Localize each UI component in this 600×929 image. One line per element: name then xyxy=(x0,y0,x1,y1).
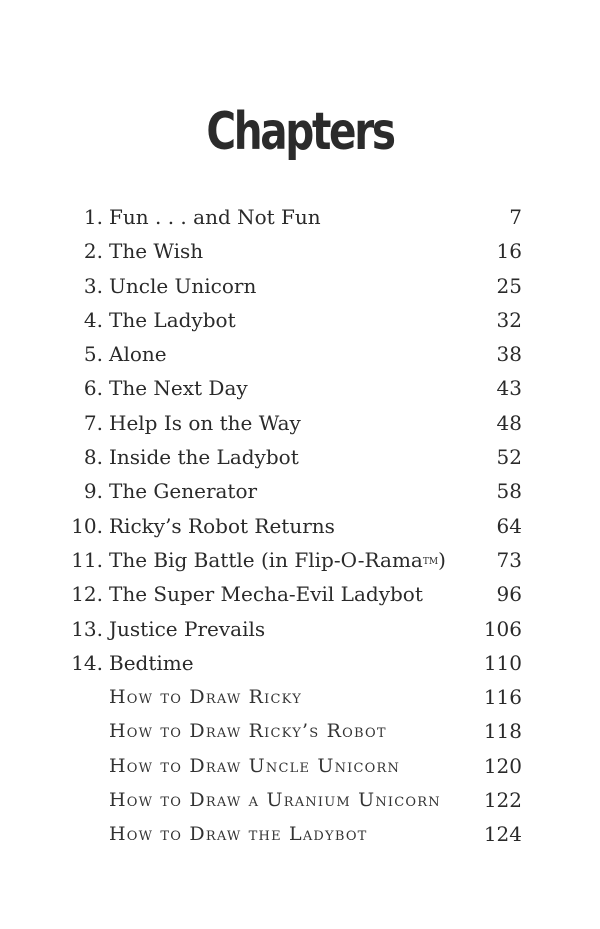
chapter-row xyxy=(0,646,600,680)
chapter-title: The Next Day xyxy=(109,376,248,401)
chapter-number: 13. xyxy=(71,616,103,641)
chapter-page: 110 xyxy=(483,650,522,675)
chapter-page: 25 xyxy=(496,273,522,298)
chapter-title: Bedtime xyxy=(109,650,194,675)
extra-row xyxy=(0,817,600,851)
chapter-row xyxy=(0,612,600,646)
chapter-title: Uncle Unicorn xyxy=(109,273,257,298)
chapter-title: The Wish xyxy=(109,239,204,264)
chapter-page: 73 xyxy=(496,547,522,572)
chapter-title: Fun . . . and Not Fun xyxy=(109,205,321,229)
chapter-row xyxy=(0,200,600,234)
chapter-number: 14. xyxy=(71,650,103,675)
extra-title: How to Draw a Uranium Unicorn xyxy=(109,789,441,812)
chapter-title: Help Is on the Way xyxy=(109,410,301,435)
chapter-page: 106 xyxy=(483,616,522,641)
extra-row xyxy=(0,749,600,783)
chapter-number: 11. xyxy=(71,547,103,572)
chapter-row xyxy=(0,440,600,474)
chapter-number: 7. xyxy=(83,410,103,435)
chapter-number: 8. xyxy=(83,445,103,470)
chapter-row xyxy=(0,337,600,371)
extra-title: How to Draw Ricky’s Robot xyxy=(109,720,387,743)
chapter-page: 48 xyxy=(496,410,522,435)
chapter-page: 64 xyxy=(496,513,522,538)
chapter-number: 10. xyxy=(71,513,103,538)
chapter-page: 96 xyxy=(496,582,522,607)
extra-row xyxy=(0,783,600,817)
chapter-page: 58 xyxy=(496,479,522,504)
chapter-page: 43 xyxy=(496,376,522,401)
chapter-title: The Ladybot xyxy=(109,307,236,332)
chapter-row xyxy=(0,269,600,303)
chapter-page: 38 xyxy=(496,342,522,367)
extra-title: How to Draw Ricky xyxy=(109,686,303,709)
chapter-page: 16 xyxy=(496,239,522,264)
chapter-row xyxy=(0,303,600,337)
trademark-symbol: TM xyxy=(422,556,439,567)
extra-title: How to Draw Uncle Unicorn xyxy=(109,754,401,777)
chapter-number: 6. xyxy=(83,376,103,401)
chapter-number: 3. xyxy=(83,273,103,298)
extra-page: 120 xyxy=(483,753,522,778)
extra-page: 124 xyxy=(483,822,522,847)
chapter-row xyxy=(0,371,600,405)
chapter-title-close: ) xyxy=(438,547,446,572)
chapter-title: Justice Prevails xyxy=(109,616,266,641)
extra-page: 122 xyxy=(483,788,522,813)
page-title: Chapters xyxy=(206,101,394,162)
chapter-number: 1. xyxy=(83,205,103,229)
chapter-title: The Generator xyxy=(109,479,258,504)
extra-row xyxy=(0,680,600,714)
chapter-row xyxy=(0,234,600,268)
chapter-row xyxy=(0,577,600,611)
chapter-page: 32 xyxy=(496,307,522,332)
chapter-number: 2. xyxy=(83,239,103,264)
chapter-number: 5. xyxy=(83,342,103,367)
extra-page: 118 xyxy=(483,719,522,744)
extra-page: 116 xyxy=(483,685,522,710)
chapter-number: 9. xyxy=(83,479,103,504)
chapter-title xyxy=(109,543,446,579)
extra-row xyxy=(0,714,600,748)
chapter-title: Ricky’s Robot Returns xyxy=(109,513,335,538)
chapter-row xyxy=(0,509,600,543)
chapter-page: 52 xyxy=(496,445,522,470)
chapter-number: 4. xyxy=(83,307,103,332)
chapter-title-text: The Big Battle (in Flip-O-Rama xyxy=(109,547,423,572)
chapter-title: The Super Mecha-Evil Ladybot xyxy=(109,582,423,607)
chapter-title: Alone xyxy=(109,342,167,367)
chapter-title: Inside the Ladybot xyxy=(109,445,299,470)
chapter-number: 12. xyxy=(71,582,103,607)
chapter-row xyxy=(0,543,600,577)
chapter-page: 7 xyxy=(509,205,522,229)
chapter-row xyxy=(0,474,600,508)
extra-title: How to Draw the Ladybot xyxy=(109,823,368,846)
chapter-row xyxy=(0,406,600,440)
table-of-contents xyxy=(0,200,600,852)
